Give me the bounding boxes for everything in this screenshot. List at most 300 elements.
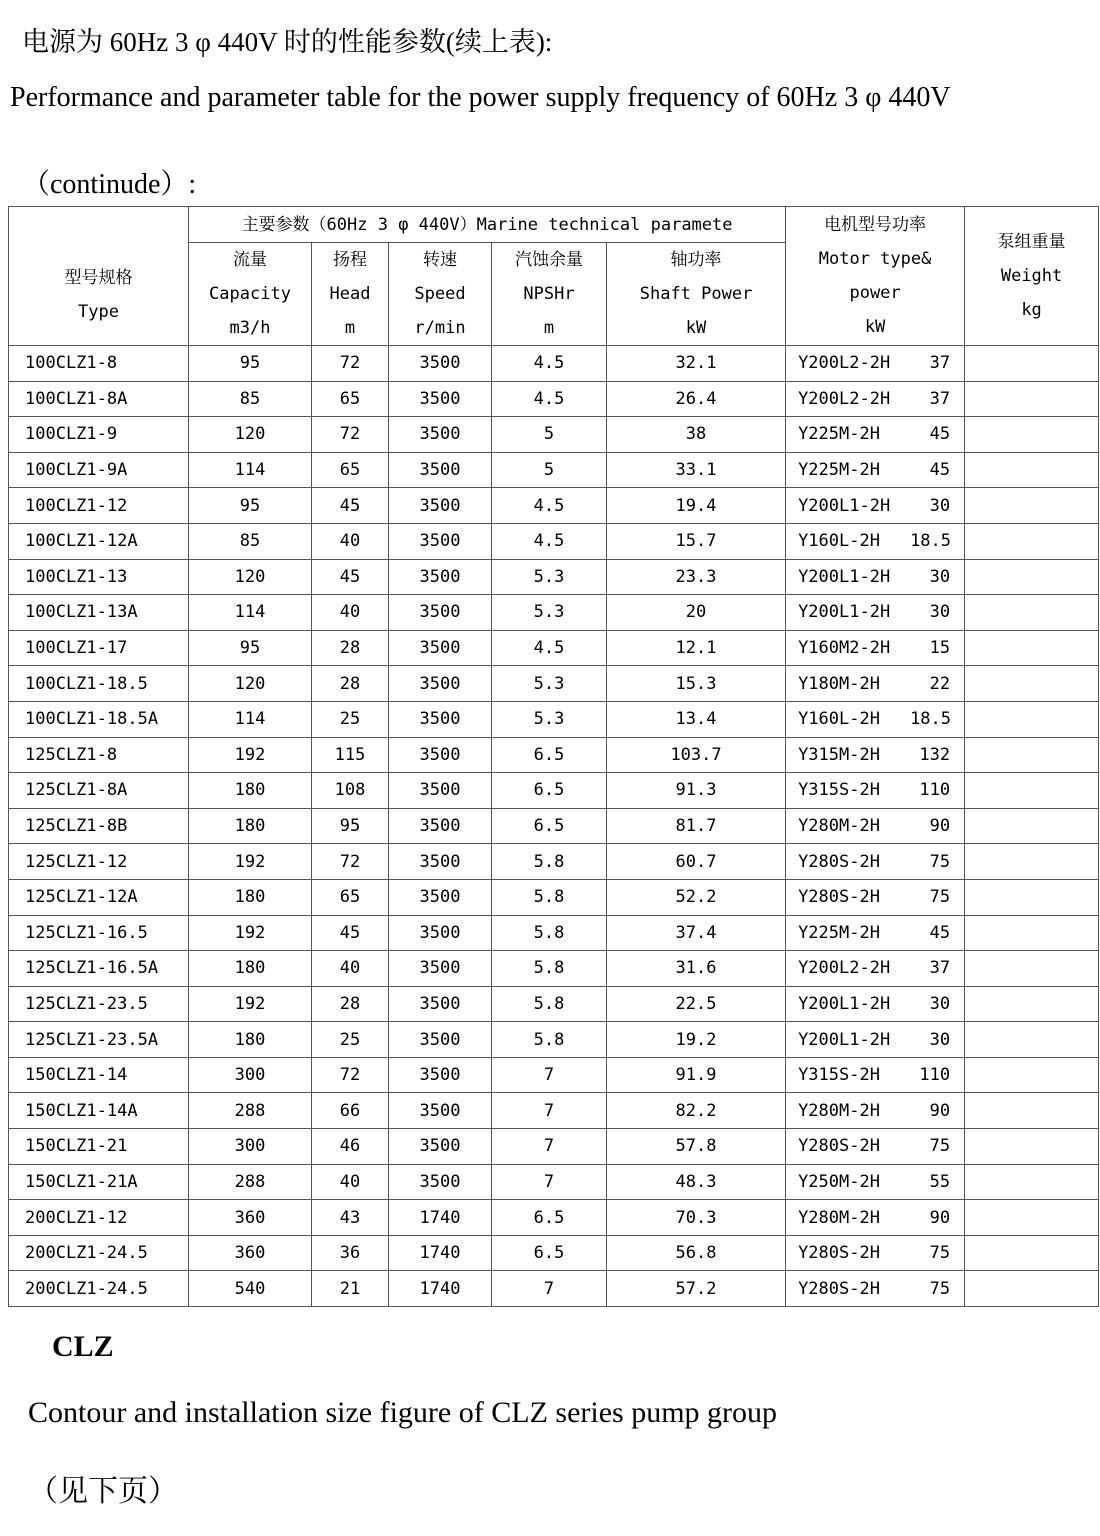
motor-power: 30 [929, 993, 951, 1014]
cell-weight [965, 986, 1099, 1022]
cell-motor [786, 701, 965, 737]
cell-npshr: 5.3 [492, 666, 607, 702]
table-row [9, 844, 1099, 880]
table-row [9, 915, 1099, 951]
cell-weight [965, 1093, 1099, 1129]
motor-power: 90 [929, 816, 951, 837]
motor-model: Y200L2-2H [798, 388, 891, 409]
cell-shaft-power: 32.1 [607, 346, 786, 382]
motor-model: Y160M2-2H [798, 638, 891, 659]
cell-type: 125CLZ1-8A [9, 773, 189, 809]
cell-shaft-power: 23.3 [607, 559, 786, 595]
cell-weight [965, 559, 1099, 595]
motor-model: Y315M-2H [798, 744, 880, 765]
motor-model: Y225M-2H [798, 922, 880, 943]
cell-capacity: 85 [189, 381, 312, 417]
motor-power: 45 [929, 424, 951, 445]
cell-head: 72 [312, 346, 389, 382]
motor-model: Y280S-2H [798, 887, 880, 908]
cell-type: 100CLZ1-18.5A [9, 701, 189, 737]
cell-capacity: 120 [189, 559, 312, 595]
cell-capacity: 114 [189, 595, 312, 631]
motor-power: 30 [929, 566, 951, 587]
cell-type: 125CLZ1-8B [9, 808, 189, 844]
cell-head: 40 [312, 951, 389, 987]
header-motor: 电机型号功率 Motor type& power kW [786, 207, 965, 346]
motor-power: 45 [929, 922, 951, 943]
cell-weight [965, 1129, 1099, 1165]
cell-capacity: 288 [189, 1093, 312, 1129]
cell-capacity: 192 [189, 986, 312, 1022]
cell-npshr: 6.5 [492, 1235, 607, 1271]
motor-model: Y280S-2H [798, 1136, 880, 1157]
motor-model: Y160L-2H [798, 709, 880, 730]
cell-speed: 3500 [389, 1164, 492, 1200]
header-shaft-power: 轴功率 Shaft Power kW [607, 243, 786, 346]
cell-npshr: 5.8 [492, 986, 607, 1022]
table-row [9, 1022, 1099, 1058]
cell-head: 40 [312, 595, 389, 631]
cell-motor [786, 381, 965, 417]
cell-npshr: 6.5 [492, 773, 607, 809]
cell-type: 100CLZ1-8A [9, 381, 189, 417]
cell-type: 125CLZ1-12 [9, 844, 189, 880]
cell-npshr: 4.5 [492, 381, 607, 417]
cell-speed: 3500 [389, 559, 492, 595]
motor-power: 75 [929, 887, 951, 908]
cell-npshr: 6.5 [492, 737, 607, 773]
cell-motor [786, 559, 965, 595]
cell-type: 100CLZ1-18.5 [9, 666, 189, 702]
cell-capacity: 120 [189, 666, 312, 702]
cell-weight [965, 1164, 1099, 1200]
table-row [9, 666, 1099, 702]
cell-capacity: 192 [189, 844, 312, 880]
motor-power: 110 [919, 1065, 951, 1086]
cell-type: 100CLZ1-12 [9, 488, 189, 524]
motor-power: 45 [929, 460, 951, 481]
cell-npshr: 5 [492, 417, 607, 453]
motor-model: Y200L1-2H [798, 1029, 891, 1050]
motor-model: Y280S-2H [798, 1278, 880, 1299]
cell-capacity: 180 [189, 879, 312, 915]
cell-type: 125CLZ1-8 [9, 737, 189, 773]
cell-shaft-power: 81.7 [607, 808, 786, 844]
title-continued: （continude）: [22, 169, 197, 200]
cell-shaft-power: 26.4 [607, 381, 786, 417]
cell-npshr: 5.3 [492, 701, 607, 737]
cell-shaft-power: 19.4 [607, 488, 786, 524]
table-row [9, 1235, 1099, 1271]
cell-motor [786, 666, 965, 702]
table-row [9, 737, 1099, 773]
motor-power: 75 [929, 1278, 951, 1299]
cell-weight [965, 346, 1099, 382]
cell-type: 125CLZ1-23.5A [9, 1022, 189, 1058]
cell-npshr: 5 [492, 452, 607, 488]
cell-speed: 3500 [389, 381, 492, 417]
table-row [9, 417, 1099, 453]
table-row [9, 1057, 1099, 1093]
cell-shaft-power: 22.5 [607, 986, 786, 1022]
cell-capacity: 192 [189, 737, 312, 773]
motor-power: 37 [929, 353, 951, 374]
cell-head: 43 [312, 1200, 389, 1236]
cell-shaft-power: 91.9 [607, 1057, 786, 1093]
cell-motor [786, 1271, 965, 1307]
cell-motor [786, 523, 965, 559]
cell-capacity: 95 [189, 488, 312, 524]
cell-capacity: 300 [189, 1057, 312, 1093]
cell-type: 125CLZ1-16.5A [9, 951, 189, 987]
cell-weight [965, 488, 1099, 524]
table-row [9, 808, 1099, 844]
cell-type: 125CLZ1-23.5 [9, 986, 189, 1022]
motor-power: 18.5 [910, 709, 952, 730]
cell-motor [786, 452, 965, 488]
motor-model: Y180M-2H [798, 673, 880, 694]
cell-type: 100CLZ1-12A [9, 523, 189, 559]
cell-weight [965, 1235, 1099, 1271]
cell-capacity: 288 [189, 1164, 312, 1200]
motor-power: 75 [929, 1243, 951, 1264]
cell-npshr: 7 [492, 1164, 607, 1200]
cell-motor [786, 346, 965, 382]
table-row [9, 986, 1099, 1022]
table-header [9, 207, 1099, 346]
cell-weight [965, 701, 1099, 737]
cell-motor [786, 417, 965, 453]
cell-type: 100CLZ1-13 [9, 559, 189, 595]
cell-weight [965, 381, 1099, 417]
motor-model: Y200L1-2H [798, 602, 891, 623]
figure-caption: Contour and installation size figure of CLZ series pump group [28, 1396, 778, 1429]
cell-motor [786, 951, 965, 987]
cell-head: 45 [312, 488, 389, 524]
cell-npshr: 7 [492, 1093, 607, 1129]
cell-capacity: 95 [189, 630, 312, 666]
cell-head: 25 [312, 1022, 389, 1058]
cell-head: 28 [312, 630, 389, 666]
cell-head: 72 [312, 1057, 389, 1093]
header-type: 型号规格 Type [9, 207, 189, 346]
table-row [9, 488, 1099, 524]
motor-model: Y315S-2H [798, 1065, 880, 1086]
cell-shaft-power: 60.7 [607, 844, 786, 880]
motor-power: 90 [929, 1207, 951, 1228]
motor-model: Y200L1-2H [798, 495, 891, 516]
cell-motor [786, 1057, 965, 1093]
cell-shaft-power: 70.3 [607, 1200, 786, 1236]
see-next-page-note: （见下页） [28, 1475, 178, 1508]
cell-npshr: 5.8 [492, 1022, 607, 1058]
cell-type: 150CLZ1-21 [9, 1129, 189, 1165]
cell-shaft-power: 33.1 [607, 452, 786, 488]
cell-capacity: 85 [189, 523, 312, 559]
cell-capacity: 180 [189, 773, 312, 809]
cell-head: 45 [312, 915, 389, 951]
cell-speed: 3500 [389, 1057, 492, 1093]
cell-type: 200CLZ1-24.5 [9, 1235, 189, 1271]
table-row [9, 1271, 1099, 1307]
header-capacity: 流量 Capacity m3/h [189, 243, 312, 346]
cell-shaft-power: 52.2 [607, 879, 786, 915]
table-row [9, 879, 1099, 915]
performance-table [8, 206, 1099, 1307]
cell-head: 72 [312, 844, 389, 880]
cell-head: 45 [312, 559, 389, 595]
table-row [9, 1164, 1099, 1200]
cell-npshr: 7 [492, 1057, 607, 1093]
cell-shaft-power: 13.4 [607, 701, 786, 737]
motor-model: Y250M-2H [798, 1171, 880, 1192]
table-row [9, 1093, 1099, 1129]
cell-motor [786, 1235, 965, 1271]
table-row [9, 951, 1099, 987]
cell-speed: 3500 [389, 737, 492, 773]
motor-model: Y200L2-2H [798, 353, 891, 374]
cell-weight [965, 844, 1099, 880]
table-row [9, 452, 1099, 488]
cell-weight [965, 417, 1099, 453]
cell-speed: 3500 [389, 773, 492, 809]
cell-speed: 3500 [389, 488, 492, 524]
cell-shaft-power: 103.7 [607, 737, 786, 773]
motor-power: 110 [919, 780, 951, 801]
cell-npshr: 5.8 [492, 951, 607, 987]
cell-head: 108 [312, 773, 389, 809]
table-row [9, 773, 1099, 809]
motor-model: Y225M-2H [798, 424, 880, 445]
cell-weight [965, 666, 1099, 702]
cell-type: 150CLZ1-21A [9, 1164, 189, 1200]
motor-model: Y200L1-2H [798, 566, 891, 587]
cell-weight [965, 595, 1099, 631]
cell-weight [965, 523, 1099, 559]
table-row [9, 346, 1099, 382]
cell-speed: 3500 [389, 986, 492, 1022]
table-row [9, 1129, 1099, 1165]
cell-head: 40 [312, 523, 389, 559]
motor-model: Y200L1-2H [798, 993, 891, 1014]
motor-power: 37 [929, 958, 951, 979]
cell-type: 100CLZ1-8 [9, 346, 189, 382]
cell-head: 36 [312, 1235, 389, 1271]
cell-shaft-power: 56.8 [607, 1235, 786, 1271]
cell-motor [786, 808, 965, 844]
cell-motor [786, 1022, 965, 1058]
cell-weight [965, 1057, 1099, 1093]
cell-capacity: 360 [189, 1200, 312, 1236]
motor-model: Y280M-2H [798, 1100, 880, 1121]
cell-type: 200CLZ1-24.5 [9, 1271, 189, 1307]
table-row [9, 701, 1099, 737]
table-row [9, 1200, 1099, 1236]
section-label-clz: CLZ [52, 1330, 114, 1363]
title-english: Performance and parameter table for the power supply frequency of 60Hz 3 φ 440V [10, 82, 951, 113]
cell-motor [786, 773, 965, 809]
motor-power: 90 [929, 1100, 951, 1121]
cell-speed: 3500 [389, 346, 492, 382]
cell-npshr: 5.8 [492, 915, 607, 951]
cell-head: 65 [312, 452, 389, 488]
cell-npshr: 5.8 [492, 879, 607, 915]
cell-npshr: 5.3 [492, 595, 607, 631]
cell-capacity: 540 [189, 1271, 312, 1307]
cell-shaft-power: 57.8 [607, 1129, 786, 1165]
cell-speed: 3500 [389, 915, 492, 951]
cell-shaft-power: 19.2 [607, 1022, 786, 1058]
cell-type: 150CLZ1-14A [9, 1093, 189, 1129]
cell-type: 100CLZ1-13A [9, 595, 189, 631]
cell-speed: 3500 [389, 452, 492, 488]
motor-power: 75 [929, 1136, 951, 1157]
cell-weight [965, 1271, 1099, 1307]
motor-power: 22 [929, 673, 951, 694]
cell-weight [965, 1022, 1099, 1058]
cell-motor [786, 1129, 965, 1165]
cell-npshr: 6.5 [492, 808, 607, 844]
motor-power: 30 [929, 602, 951, 623]
cell-head: 21 [312, 1271, 389, 1307]
cell-shaft-power: 48.3 [607, 1164, 786, 1200]
cell-shaft-power: 57.2 [607, 1271, 786, 1307]
cell-weight [965, 808, 1099, 844]
cell-speed: 3500 [389, 1022, 492, 1058]
cell-head: 66 [312, 1093, 389, 1129]
cell-shaft-power: 15.7 [607, 523, 786, 559]
motor-model: Y225M-2H [798, 460, 880, 481]
cell-weight [965, 879, 1099, 915]
cell-shaft-power: 31.6 [607, 951, 786, 987]
cell-capacity: 114 [189, 452, 312, 488]
header-weight: 泵组重量 Weight kg [965, 207, 1099, 346]
cell-npshr: 7 [492, 1129, 607, 1165]
cell-speed: 3500 [389, 417, 492, 453]
cell-motor [786, 986, 965, 1022]
cell-speed: 3500 [389, 879, 492, 915]
cell-npshr: 4.5 [492, 488, 607, 524]
cell-capacity: 95 [189, 346, 312, 382]
table-row [9, 559, 1099, 595]
motor-model: Y200L2-2H [798, 958, 891, 979]
cell-npshr: 6.5 [492, 1200, 607, 1236]
header-head: 扬程 Head m [312, 243, 389, 346]
cell-head: 25 [312, 701, 389, 737]
cell-head: 115 [312, 737, 389, 773]
cell-speed: 3500 [389, 595, 492, 631]
cell-speed: 3500 [389, 1093, 492, 1129]
cell-capacity: 180 [189, 808, 312, 844]
motor-model: Y160L-2H [798, 531, 880, 552]
cell-speed: 3500 [389, 701, 492, 737]
motor-power: 75 [929, 851, 951, 872]
motor-power: 55 [929, 1171, 951, 1192]
cell-type: 200CLZ1-12 [9, 1200, 189, 1236]
title-chinese: 电源为 60Hz 3 φ 440V 时的性能参数(续上表): [22, 27, 553, 57]
cell-motor [786, 1164, 965, 1200]
cell-shaft-power: 15.3 [607, 666, 786, 702]
motor-model: Y280M-2H [798, 1207, 880, 1228]
cell-type: 125CLZ1-12A [9, 879, 189, 915]
cell-motor [786, 915, 965, 951]
cell-speed: 3500 [389, 844, 492, 880]
cell-capacity: 300 [189, 1129, 312, 1165]
cell-motor [786, 1200, 965, 1236]
cell-type: 100CLZ1-9A [9, 452, 189, 488]
cell-shaft-power: 20 [607, 595, 786, 631]
motor-power: 15 [929, 638, 951, 659]
cell-npshr: 5.3 [492, 559, 607, 595]
header-speed: 转速 Speed r/min [389, 243, 492, 346]
cell-capacity: 192 [189, 915, 312, 951]
cell-shaft-power: 12.1 [607, 630, 786, 666]
cell-capacity: 120 [189, 417, 312, 453]
cell-speed: 1740 [389, 1235, 492, 1271]
motor-power: 37 [929, 388, 951, 409]
cell-speed: 1740 [389, 1271, 492, 1307]
cell-weight [965, 630, 1099, 666]
cell-speed: 3500 [389, 523, 492, 559]
cell-type: 100CLZ1-17 [9, 630, 189, 666]
cell-speed: 1740 [389, 1200, 492, 1236]
cell-npshr: 7 [492, 1271, 607, 1307]
cell-type: 100CLZ1-9 [9, 417, 189, 453]
cell-weight [965, 915, 1099, 951]
cell-head: 65 [312, 879, 389, 915]
cell-motor [786, 595, 965, 631]
motor-model: Y280M-2H [798, 816, 880, 837]
motor-power: 132 [919, 744, 951, 765]
motor-power: 30 [929, 495, 951, 516]
cell-motor [786, 630, 965, 666]
cell-speed: 3500 [389, 666, 492, 702]
cell-npshr: 4.5 [492, 630, 607, 666]
motor-model: Y315S-2H [798, 780, 880, 801]
cell-motor [786, 737, 965, 773]
cell-type: 150CLZ1-14 [9, 1057, 189, 1093]
cell-head: 65 [312, 381, 389, 417]
cell-weight [965, 452, 1099, 488]
cell-shaft-power: 82.2 [607, 1093, 786, 1129]
cell-capacity: 180 [189, 951, 312, 987]
cell-shaft-power: 38 [607, 417, 786, 453]
cell-head: 95 [312, 808, 389, 844]
cell-head: 72 [312, 417, 389, 453]
header-npshr: 汽蚀余量 NPSHr m [492, 243, 607, 346]
cell-weight [965, 951, 1099, 987]
cell-head: 46 [312, 1129, 389, 1165]
cell-motor [786, 844, 965, 880]
cell-motor [786, 488, 965, 524]
table-row [9, 523, 1099, 559]
cell-head: 28 [312, 986, 389, 1022]
cell-shaft-power: 37.4 [607, 915, 786, 951]
cell-speed: 3500 [389, 1129, 492, 1165]
cell-npshr: 5.8 [492, 844, 607, 880]
cell-head: 40 [312, 1164, 389, 1200]
cell-weight [965, 773, 1099, 809]
cell-weight [965, 737, 1099, 773]
cell-head: 28 [312, 666, 389, 702]
table-row [9, 381, 1099, 417]
cell-shaft-power: 91.3 [607, 773, 786, 809]
header-main-params: 主要参数（60Hz 3 φ 440V）Marine technical paramete [189, 207, 786, 243]
cell-capacity: 180 [189, 1022, 312, 1058]
cell-speed: 3500 [389, 630, 492, 666]
cell-capacity: 360 [189, 1235, 312, 1271]
motor-model: Y280S-2H [798, 851, 880, 872]
